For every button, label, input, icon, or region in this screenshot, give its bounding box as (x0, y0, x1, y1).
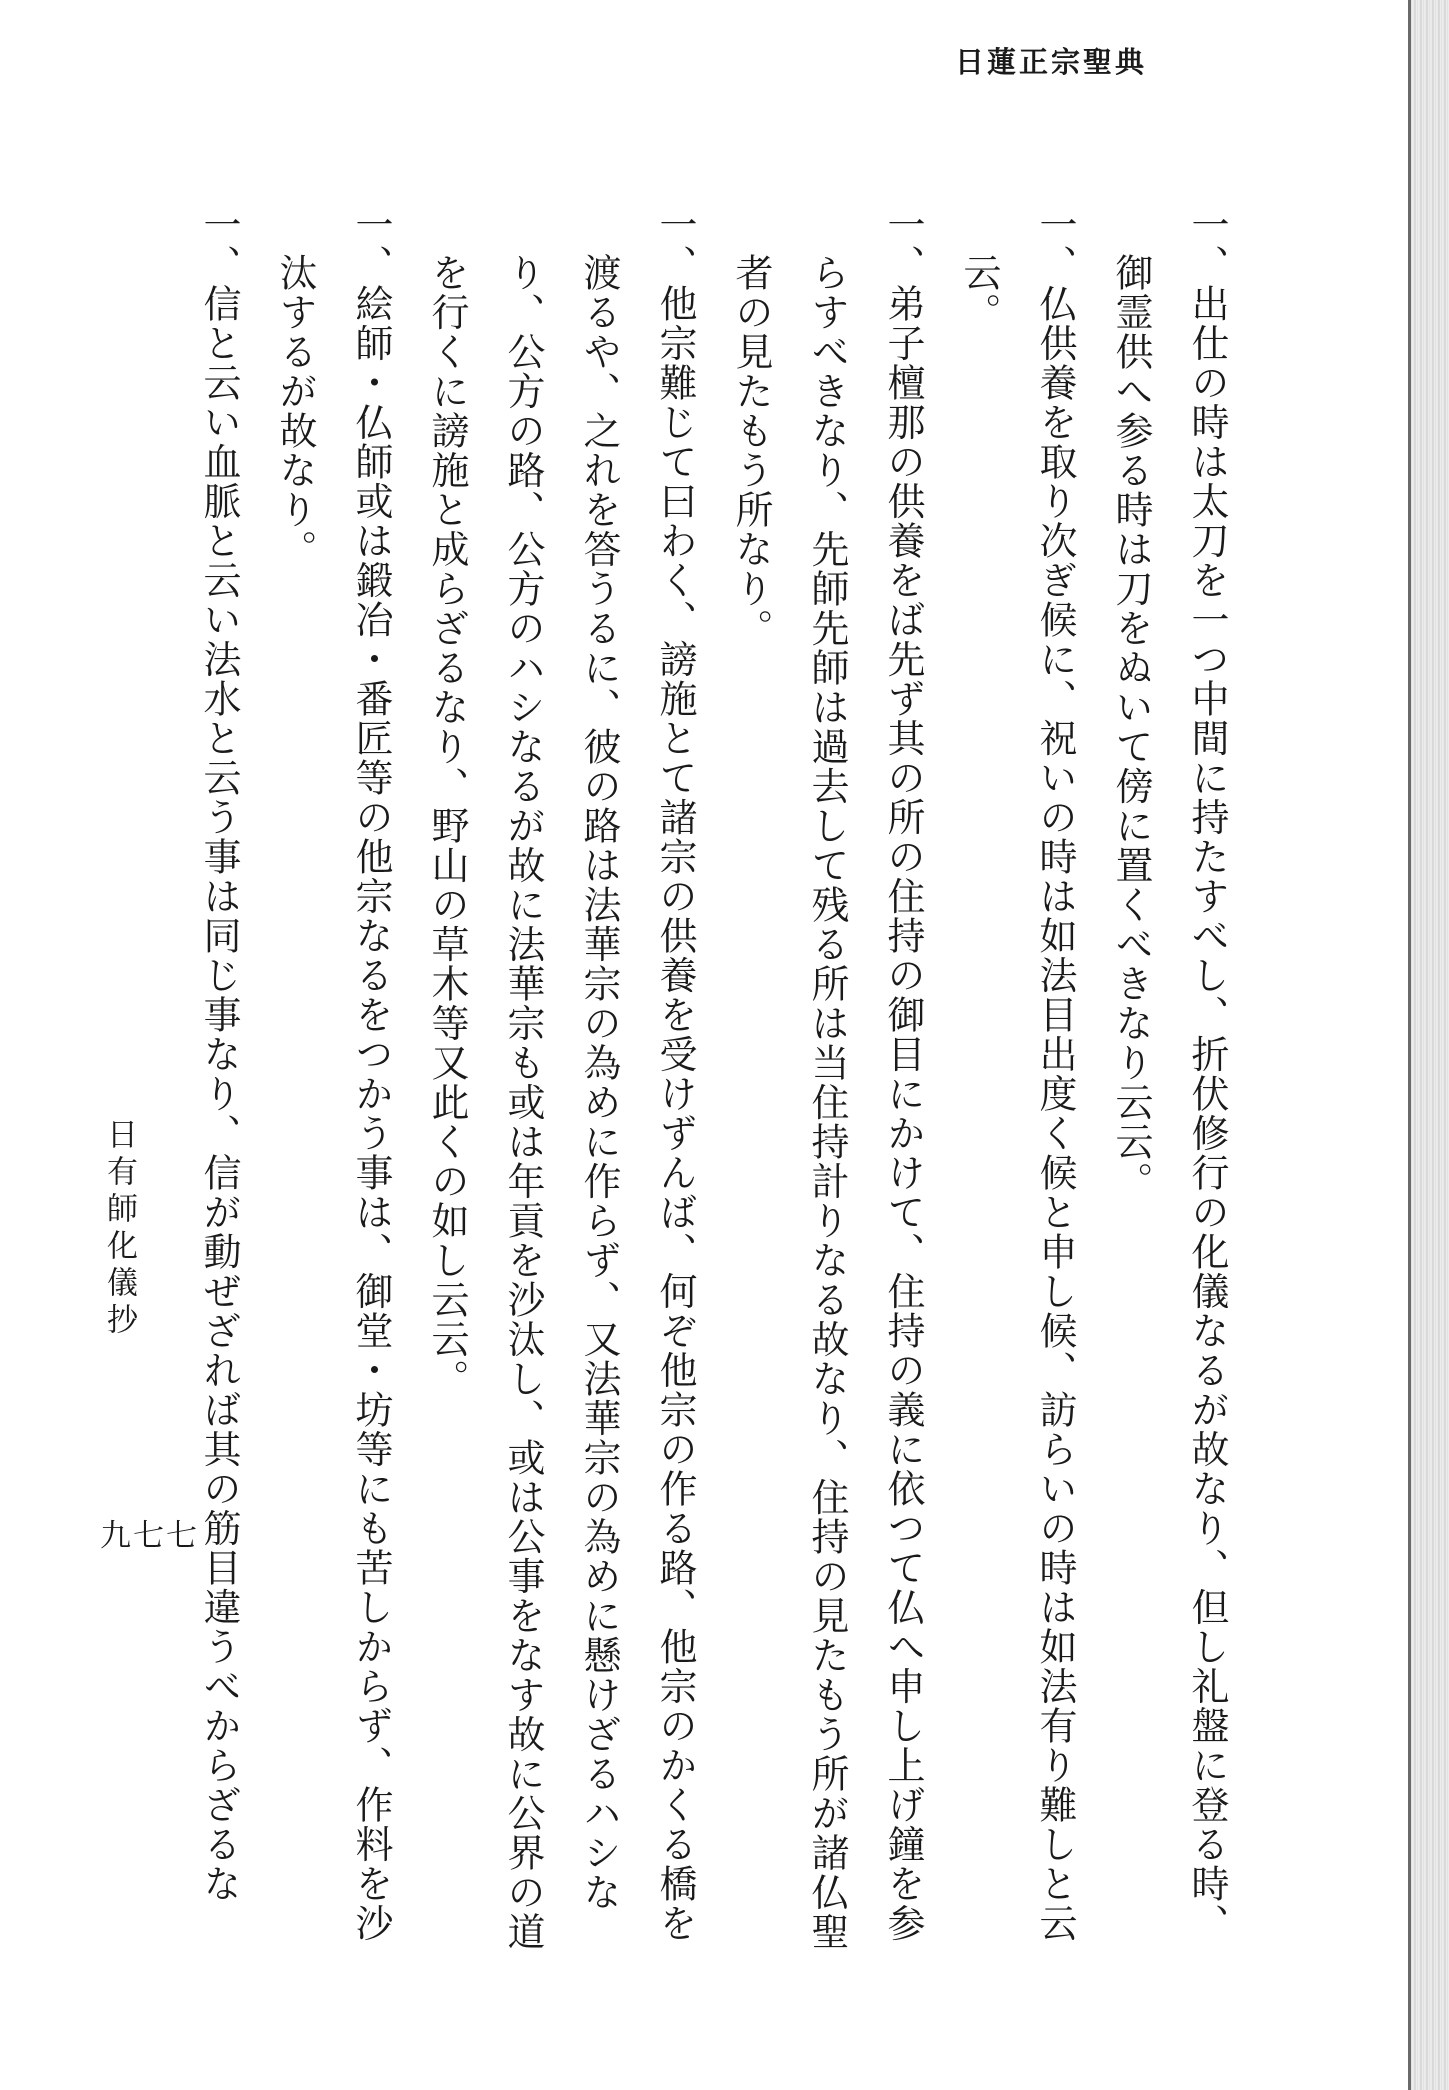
page-edge (1411, 0, 1449, 2090)
paragraph: 一、出仕の時は太刀を一つ中間に持たすべし、折伏修行の化儀なるが故なり、但し礼盤に登る時、御霊供へ参る時は刀をぬいて傍に置くべきなり云云。 (1109, 205, 1229, 1943)
page-number: 九七七 (100, 1518, 199, 1554)
page-edge-line (1408, 0, 1411, 2090)
book-title: 日有師化儀抄 (101, 1118, 137, 1340)
paragraph: 一、仏供養を取り次ぎ候に、祝いの時は如法目出度く候と申し候、訪らいの時は如法有り難しと云云。 (957, 205, 1077, 1943)
body-text (170, 205, 1245, 1965)
paragraph: 一、絵師・仏師或は鍛冶・番匠等の他宗なるをつかう事は、御堂・坊等にも苦しからず、作料を沙汰するが故なり。 (273, 205, 393, 1943)
paragraph: 一、信と云い血脈と云い法水と云う事は同じ事なり、信が動ぜざれば其の筋目違うべからざるな (197, 205, 241, 1904)
paragraph: 一、弟子檀那の供養をば先ず其の所の住持の御目にかけて、住持の義に依つて仏へ申し上げ鐘を参らすべきなり、先師先師は過去して残る所は当住持計りなる故なり、住持の見たもう所が諸仏聖者の見たもう所なり。 (729, 205, 925, 1952)
paragraph: 一、他宗難じて曰わく、謗施とて諸宗の供養を受けずんば、何ぞ他宗の作る路、他宗のかくる橋を渡るや、之れを答うるに、彼の路は法華宗の為めに作らず、又法華宗の為めに懸けざるハシなり、公方の路、公方のハシなるが故に法華宗も或は年貢を沙汰し、或は公事をなす故に公界の道を行くに謗施と成らざるなり、野山の草木等又此くの如し云云。 (425, 205, 697, 1952)
running-title: 日蓮正宗聖典 (955, 45, 1148, 79)
